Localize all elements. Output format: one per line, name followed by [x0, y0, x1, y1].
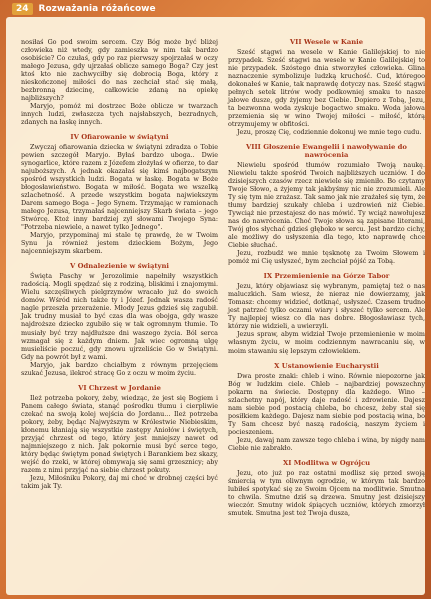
section-heading: XI Modlitwa w Ogrójcu: [282, 458, 371, 467]
paragraph: Jezu, proszę Cię, codziennie dokonuj we mnie tego cudu.: [237, 128, 422, 137]
paragraph: Maryjo, pomóż mi dostrzec Boże oblicze w twarzach innych ludzi, zwłaszcza tych najsłabszych, bezradnych, zdanych na łaskę innych.: [21, 102, 218, 127]
section-heading: IV Ofiarowanie w świątyni: [70, 133, 169, 142]
right-column: [228, 38, 425, 517]
paragraph: Jezu, który objawiasz się wybranym, pamiętaj też o nas maluczkich. Sam wiesz, że nieraz nie dowierzamy, jak Tomasz: chcemy widzieć, dotknąć, usłyszeć. Czasem trudno jest patrzeć tylko oczami wiary i słyszeć tylko sercem. Ale Ty najlepiej wiesz co dla nas dobre. Błogosławiasz tych, którzy nie widzieli, a uwierzyli.: [228, 282, 425, 331]
section-heading: VIII Głoszenie Ewangelii i nawoływanie do nawrócenia: [246, 143, 407, 160]
paragraph: Niewielu spośród tłumów rozumiało Twoją naukę. Niewielu także spośród Twoich najbliższych uczniów. I do dzisiejszych czasów rzecz niewiele się zmieniło. Bo czytamy Twoje Słowo, a żyjemy tak jakbyśmy nic nie zrozumieli. Ale Ty się tym nie zrażasz. Tak samo jak nie zrażałeś się tym, że tłumy bardziej szukały chleba i uzdrowień niż Ciebie. Tywciąż nie przestajesz do nas mówić. Ty wciąż nawołujesz nas do nawrócenia. Choć Twoje słowa są zapisane literami, Twój głos słychać gdzieś głęboko w sercu. Jest bardzo cichy, ale możliwy do usłyszenia dla tego, kto naprawdę chce Ciebie słuchać.: [228, 161, 425, 250]
section-heading: V Odnalezienie w świątyni: [69, 262, 170, 271]
section-heading: VII Wesele w Kanie: [289, 38, 364, 46]
paragraph: Jezu, dawaj nam zawsze tego chleba i wina, by nigdy nam Ciebie nie zabrakło.: [228, 435, 425, 452]
paragraph: Ileż potrzeba pokory, żeby, wiedząc, że jest się Bogiem i Panem całego świata, stanąć pośrodku tłumu i cierpliwie czekać na swoją kolej wejścia do Jordanu... Ileż potrzeba pokory, żeby, będąc Najwyższym w Królestwie Niebieskim, kłonemu kłaniają się wszystkie zastępy Aniołów i świętych, przyjąć chrzest od tego, który jest mniejszy nawet od najmniejszego z nich. Jak pokornie musi być serce tego, który będąc świętym ponad świętych i Barankiem bez skazy, wejść do rzeki, w której obmywają się sami grzesznicy; aby razem z nimi przyjąć na siebie chrzest pokuty.: [21, 393, 218, 474]
paragraph: Maryjo, jak bardzo chciałbym z równym przejęciem szukać Jezusa, ilekroć stracę Go z oczu w moim życiu.: [21, 360, 218, 377]
text-panel: [6, 17, 425, 595]
paragraph: nosiłaś Go pod swoim sercem. Czy Bóg może być bliżej człowieka niż wtedy, gdy zamieszka w nim tak bardzo osobiście? Co czułaś, gdy po raz pierwszy spojrzałaś w oczy małego Jezusa, gdy ujrzałaś oblicze samego Boga? Czy jest ktoś kto nie zachwyciłby się dobrocią Boga, który z nieskończonej miłości do nas zechciał stać się małą, bezbronną dziecinę, całkowicie zdaną na opiekę najbliższych?: [21, 38, 218, 103]
running-title: Rozważania różańcowe: [38, 3, 156, 14]
paragraph: Maryjo, przypominaj mi stale tę prawdę, że w Twoim Synu ja również jestem dzieckiem Bożym, Jego najcenniejszym skarbem.: [21, 231, 218, 256]
paragraph: Jezu, Miłośniku Pokory, daj mi choć w drobnej części być takim jak Ty.: [21, 473, 218, 490]
paragraph: Dwa proste znaki: chleb i wino. Równie niepozorne jak Bóg w ludzkim ciele. Chleb – najbardziej powszechny pokarm na świecie. Dostępny dla każdego. Wino – szlachetny napój, który daje radość i zdrowienie. Dajesz nam siebie pod postacią chleba, bo chcesz, żeby stał się posiłkiem każdego. Dajesz nam siebie pod postacią wina, bo Ty Sam chcesz być naszą radością, naszym życiem i pocieszeniem.: [228, 371, 425, 436]
paragraph: Jezu, oto już po raz ostatni modlisz się przed swoją śmiercią w tym oliwnym ogrodzie, w którym tak bardzo lubiłeś spotykać się ze Swoim Ojcem na modlitwie. Smutna to chwila. Smutne dziś są drzewa. Smutny jest dzisiejszy wieczór. Smutny widok śpiących uczniów, których zmorzył smutek. Smutna jest też Twoja dusza,: [228, 468, 425, 517]
paragraph: Zwyczaj ofiarowania dziecka w świątyni zdradza o Tobie pewien szczegół Maryjo. Byłaś bardzo uboga.. Dwie synogarlice, które razem z Józefem złożyłaś w ofierze, to dar najuboższych. A jednak okazałaś się kimś najbogatszym spośród wszystkich ludzi. Bogata w łaskę. Bogata w Boże błogosławieństwo. Bogata w miłość. Bogata we wszelką szlachetność. A przede wszystkim bogata najwiekszym Darem samego Boga – Jego Synem. Trzymając w ramionach małego Jezusa, trzymałaś najcenniejszy Skarb świata – jego Stwórcę. Ktoż inny bardziej zył słowami Twojego Syna: "Potrzeba niewiele, a nawet tylko Jednego".: [21, 143, 218, 232]
page-number: 24: [12, 3, 33, 15]
paragraph: Jezus spraw, abym widział Twoje przemienienie w moim własnym życiu, w moim codziennym nawracaniu się, w moim stawaniu się lepszym człowiekiem.: [228, 330, 425, 355]
section-heading: VI Chrzest w Jordanie: [78, 383, 161, 392]
section-heading: X Ustanowienie Eucharystii: [274, 361, 379, 370]
paragraph: Jezu, rozbudź we mnie tęsknotę za Twoim Słowem i pomóż mi Cię usłyszeć, bym zechciał pójść za Tobą.: [228, 249, 425, 266]
left-column: [21, 38, 218, 490]
paragraph: Sześć stągwi na wesele w Kanie Galilejskiej to nie przypadek. Sześć stągwi na wesele w Kanie Galilejskiej to nie przypadek. Szóstego dnia stworzyłeś człowieka. Glina naznaczenie symbolizuje ludzką kruchość. Cud, któregoo dokonałeś w Kanie, tak naprawdę dotyczy nas. Sześć stągwi pełnych setek litrów wody podkowniej smaku to nasze jałowe dusze, gdy żyjemy bez Ciebie. Dopiero z Tobą, Jezu, ta bezwonna woda zyskuje bogactwo smaku. Woda jałowa przemienia się w wino Twojej miłości – miłość, którą otrzymujemy w obfitości.: [228, 48, 425, 129]
paragraph: Święta Paschy w Jerozolimie napełniły wszystkich radością. Mogli spędzać się z rodziną, bliskimi i znajomymi. Wielu szczęśliwych pielgrzymów wracało już do swoich domów. Wśród nich także ty i Józef. Jednak wasza radość nagle przeszła przerażenie. Młody Jezus gdzieś się zagubił. Jak trudny musiał to być czas dla was obojga, gdy wasze najdroższe dziecko zgubiło się w tak ogromnym tłumie. To musiały być trzy najdłuższe dni waszego życia. Ból serca wzmagał się z każdym dniem. Jak wiec ogromną ulgę musieliście poczuć, gdy znowu ujrzeliście Go w Świątyni. Gdy na powrót był z wami.: [21, 272, 218, 361]
page-header: [0, 0, 431, 17]
section-heading: IX Przemienienie na Górze Tabor: [263, 272, 390, 281]
